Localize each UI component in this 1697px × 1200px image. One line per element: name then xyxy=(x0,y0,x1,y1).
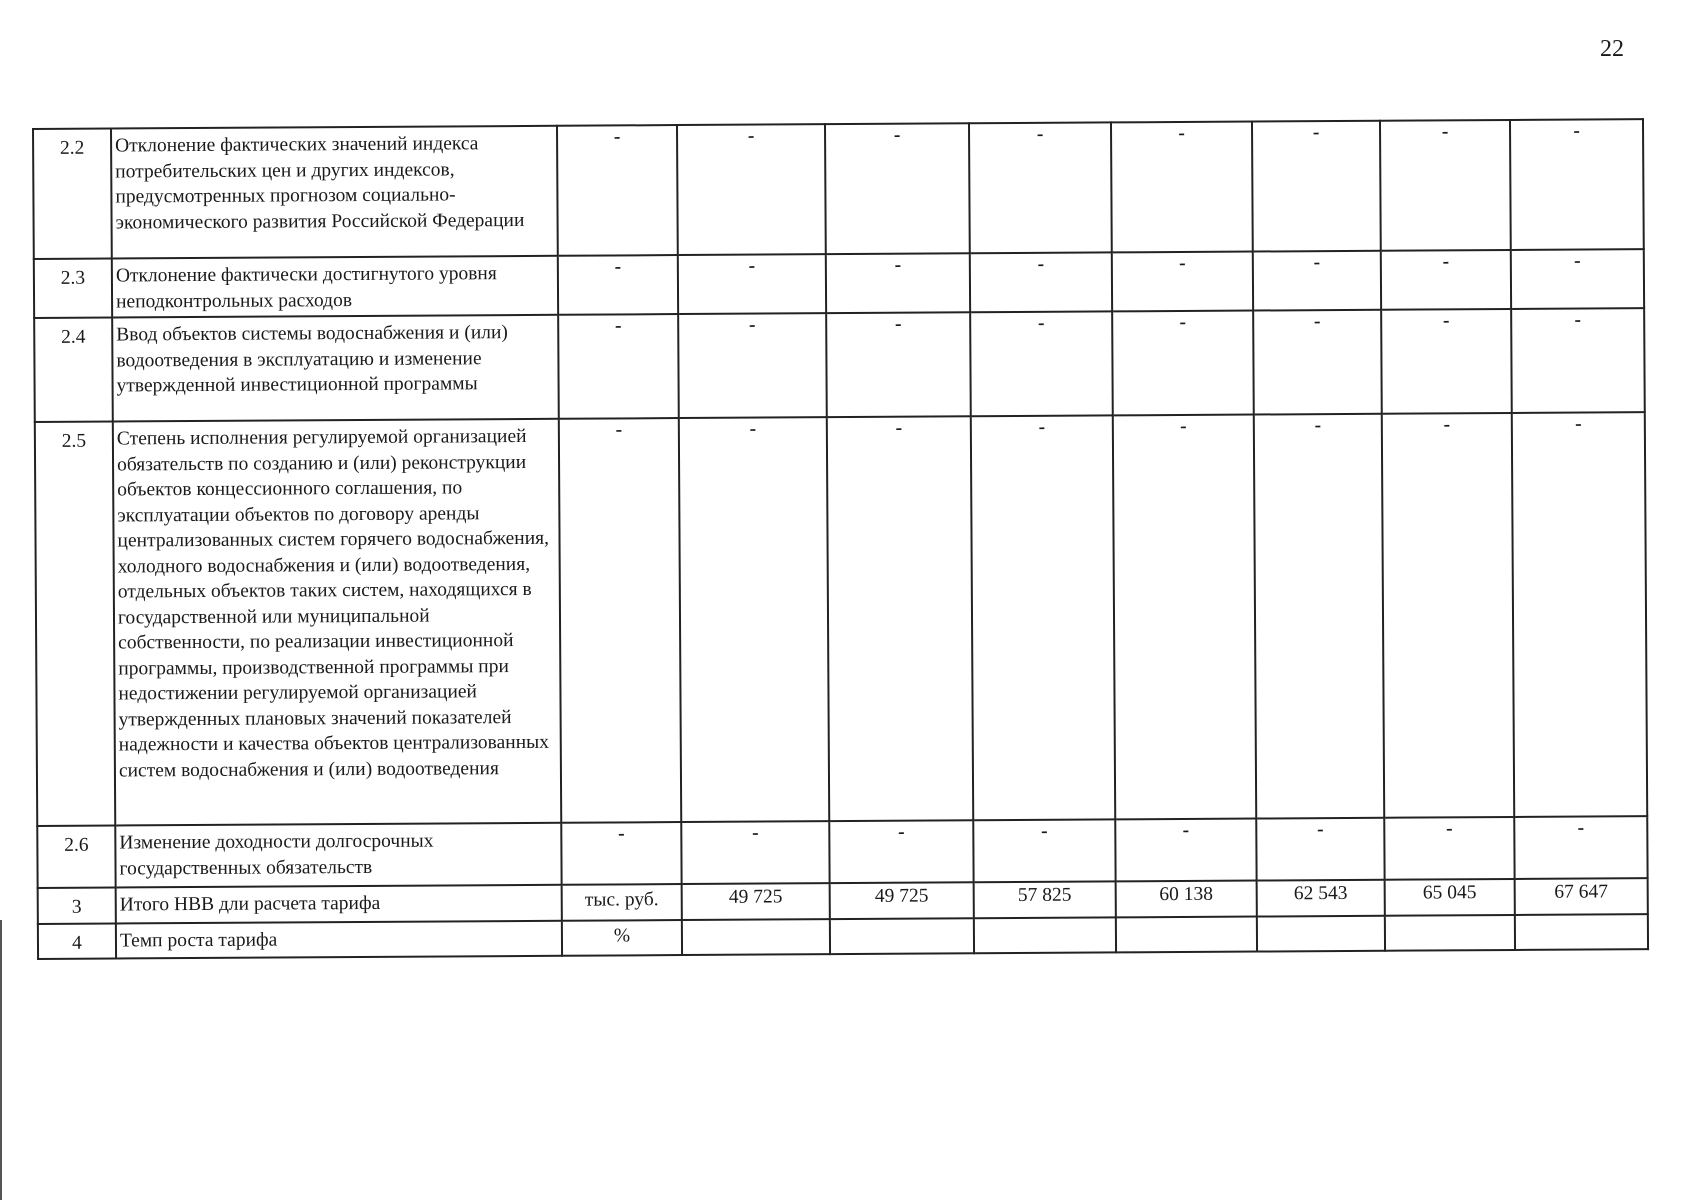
row-number: 2.6 xyxy=(37,826,115,888)
value-cell xyxy=(1515,914,1648,950)
value-cell: 65 045 xyxy=(1385,879,1515,915)
value-cell: - xyxy=(971,415,1115,820)
value-cell xyxy=(830,918,974,954)
value-cell: - xyxy=(826,253,970,313)
value-cell: - xyxy=(678,313,827,418)
value-cell: - xyxy=(1514,816,1647,879)
row-name: Ввод объектов системы водоснабжения и (или) водоотведения в эксплуатацию и изменение утвержденной инвестиционной программы xyxy=(112,315,559,422)
value-cell: - xyxy=(1510,119,1644,250)
value-cell: - xyxy=(1381,309,1512,414)
unit-cell: - xyxy=(559,418,681,823)
row-number: 2.5 xyxy=(35,422,115,826)
tariff-table xyxy=(32,118,1649,960)
value-cell: - xyxy=(970,252,1112,312)
row-name: Отклонение фактически достигнутого уровня неподконтрольных расходов xyxy=(112,256,558,318)
page-number: 22 xyxy=(1600,36,1624,62)
value-cell: - xyxy=(1511,249,1644,309)
value-cell xyxy=(1257,915,1385,951)
table-row xyxy=(33,119,1644,259)
table-row xyxy=(34,249,1644,318)
value-cell: - xyxy=(1115,819,1256,882)
table-row xyxy=(37,816,1647,888)
row-number: 3 xyxy=(38,888,116,924)
value-cell: 67 647 xyxy=(1515,878,1648,914)
row-name: Темп роста тарифа xyxy=(116,920,562,958)
value-cell: - xyxy=(678,254,826,314)
value-cell: - xyxy=(1253,251,1381,311)
value-cell xyxy=(1116,916,1257,952)
unit-cell: % xyxy=(562,920,682,956)
value-cell: - xyxy=(1112,252,1253,312)
value-cell: - xyxy=(969,122,1112,253)
value-cell: - xyxy=(1384,817,1514,880)
value-cell: 49 725 xyxy=(830,882,974,918)
value-cell: - xyxy=(1382,413,1514,818)
value-cell: - xyxy=(1380,120,1511,251)
table-row xyxy=(34,308,1645,422)
value-cell: - xyxy=(681,821,829,884)
value-cell: - xyxy=(829,820,973,883)
unit-cell: - xyxy=(558,255,678,315)
value-cell: - xyxy=(1256,818,1384,881)
value-cell: - xyxy=(827,416,973,821)
value-cell: - xyxy=(1113,415,1256,820)
unit-cell: тыс. руб. xyxy=(562,884,682,920)
value-cell: 57 825 xyxy=(974,881,1116,917)
row-name: Итого НВВ дли расчета тарифа xyxy=(116,885,562,923)
value-cell xyxy=(1385,914,1515,950)
row-number: 2.4 xyxy=(34,318,113,422)
tariff-table-wrapper xyxy=(32,118,1647,960)
value-cell: - xyxy=(973,819,1115,882)
value-cell xyxy=(682,919,830,955)
value-cell: - xyxy=(1381,250,1511,310)
scan-edge-line xyxy=(0,920,2,1200)
value-cell: - xyxy=(1252,121,1381,252)
unit-cell: - xyxy=(558,314,679,419)
value-cell: - xyxy=(1254,414,1384,819)
row-name: Изменение доходности долгосрочных государственных обязательств xyxy=(115,823,561,888)
unit-cell: - xyxy=(557,125,678,256)
value-cell: 49 725 xyxy=(682,883,830,919)
value-cell xyxy=(974,917,1116,953)
table-row xyxy=(35,412,1647,826)
value-cell: - xyxy=(679,417,829,822)
row-name: Степень исполнения регулируемой организацией обязательств по созданию и (или) реконструкции объектов концессионного соглашения, по эксплуатации объектов по договору аренды централизованных систем горячего водоснабжения, холодного водоснабжения и (или) водоотведения, отдельных объектов таких систем, находящихся в государственной или муниципальной собственности, по реализации инвестиционной программы, производственной программы при недостижении регулируемой организацией утвержденных плановых значений показателей надежности и качества объектов централизованных систем водоснабжения и (или) водоотведения xyxy=(113,419,561,826)
value-cell: - xyxy=(1253,310,1382,415)
value-cell: 60 138 xyxy=(1116,881,1257,917)
row-number: 2.3 xyxy=(34,259,112,318)
row-number: 4 xyxy=(38,923,116,959)
value-cell: - xyxy=(1112,311,1254,416)
value-cell: - xyxy=(1512,412,1647,817)
unit-cell: - xyxy=(561,822,681,885)
value-cell: - xyxy=(826,312,971,417)
row-number: 2.2 xyxy=(33,129,112,259)
value-cell: - xyxy=(970,311,1113,416)
value-cell: - xyxy=(1111,122,1253,253)
value-cell: - xyxy=(825,123,970,254)
row-name: Отклонение фактических значений индекса потребительских цен и других индексов, предусмотренных прогнозом социально-экономического развития Российской Федерации xyxy=(111,126,558,259)
value-cell: - xyxy=(677,124,826,255)
value-cell: 62 543 xyxy=(1257,880,1385,916)
value-cell: - xyxy=(1511,308,1645,413)
